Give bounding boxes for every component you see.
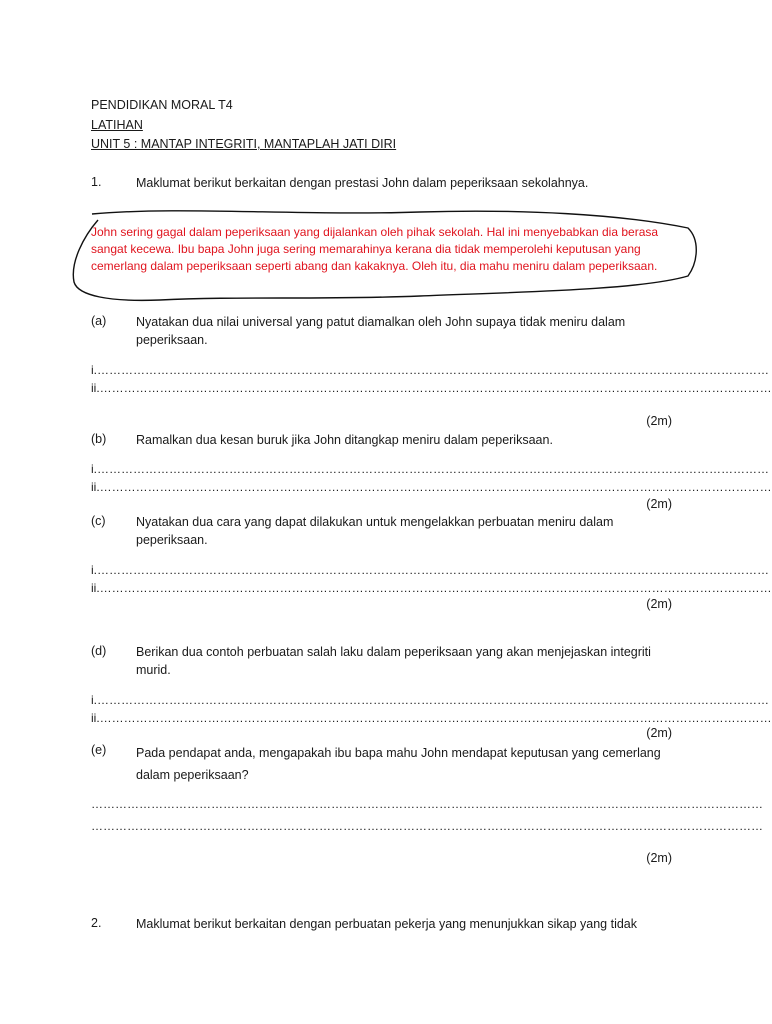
question-1-number: 1. [91, 175, 102, 189]
part-c-answer-line-2[interactable]: ii.…………………………………………………………………………………………………………………………………………………… [91, 581, 772, 595]
line-numeral: i. [91, 563, 97, 577]
part-b-answer-line-2[interactable]: ii.…………………………………………………………………………………………………………………………………………………… [91, 480, 772, 494]
part-b-mark: (2m) [646, 497, 672, 511]
part-d-answer-line-2[interactable]: ii.…………………………………………………………………………………………………………………………………………………… [91, 711, 772, 725]
part-a-mark: (2m) [646, 414, 672, 428]
part-a-question: Nyatakan dua nilai universal yang patut diamalkan oleh John supaya tidak meniru dalam peperiksaan. [136, 315, 626, 347]
part-e-label: (e) [91, 743, 107, 757]
part-e-mark: (2m) [646, 851, 672, 865]
part-b-answer-line-1[interactable]: i.…………………………………………………………………………………………………………………………………………………… [91, 462, 769, 476]
part-c-answer-line-1[interactable]: i.…………………………………………………………………………………………………………………………………………………… [91, 563, 769, 577]
part-d-question: Berikan dua contoh perbuatan salah laku dalam peperiksaan yang akan menjejaskan integriti murid. [136, 645, 651, 677]
question-1-passage: John sering gagal dalam peperiksaan yang dijalankan oleh pihak sekolah. Hal ini menyebabkan dia berasa sangat kecewa. Ibu bapa John juga sering memarahinya kerana dia tidak memperolehi keputusan yang cemerlang dalam peperiksaan seperti abang dan kakaknya. Oleh itu, dia mahu meniru dalam peperiksaan. [91, 225, 659, 273]
question-1-intro: Maklumat berikut berkaitan dengan prestasi John dalam peperiksaan sekolahnya. [136, 176, 589, 190]
line-numeral: i. [91, 693, 97, 707]
part-c-mark: (2m) [646, 597, 672, 611]
line-numeral: ii. [91, 581, 100, 595]
exercise-label: LATIHAN [91, 118, 143, 132]
line-numeral: ii. [91, 480, 100, 494]
part-c-label: (c) [91, 514, 106, 528]
subject-title: PENDIDIKAN MORAL T4 [91, 98, 233, 112]
line-numeral: ii. [91, 381, 100, 395]
part-d-mark: (2m) [646, 726, 672, 740]
question-2-number: 2. [91, 916, 102, 930]
part-b-question: Ramalkan dua kesan buruk jika John ditangkap meniru dalam peperiksaan. [136, 433, 553, 447]
line-numeral: i. [91, 462, 97, 476]
part-a-label: (a) [91, 314, 107, 328]
part-d-label: (d) [91, 644, 107, 658]
part-a-answer-line-2[interactable]: ii.…………………………………………………………………………………………………………………………………………………… [91, 381, 772, 395]
part-d-answer-line-1[interactable]: i.…………………………………………………………………………………………………………………………………………………… [91, 693, 769, 707]
part-e-question: Pada pendapat anda, mengapakah ibu bapa mahu John mendapat keputusan yang cemerlang dalam peperiksaan? [136, 746, 661, 782]
line-numeral: ii. [91, 711, 100, 725]
part-b-label: (b) [91, 432, 107, 446]
question-2-intro: Maklumat berikut berkaitan dengan perbuatan pekerja yang menunjukkan sikap yang tidak [136, 917, 638, 931]
part-c-question: Nyatakan dua cara yang dapat dilakukan untuk mengelakkan perbuatan meniru dalam peperiksaan. [136, 515, 614, 547]
part-a-answer-line-1[interactable]: i.…………………………………………………………………………………………………………………………………………………… [91, 363, 769, 377]
unit-title: UNIT 5 : MANTAP INTEGRITI, MANTAPLAH JATI DIRI [91, 137, 397, 151]
part-e-answer-line-2[interactable]: …………………………………………………………………………………………………………………………………………………… [91, 819, 763, 833]
line-numeral: i. [91, 363, 97, 377]
part-e-answer-line-1[interactable]: …………………………………………………………………………………………………………………………………………………… [91, 797, 763, 811]
